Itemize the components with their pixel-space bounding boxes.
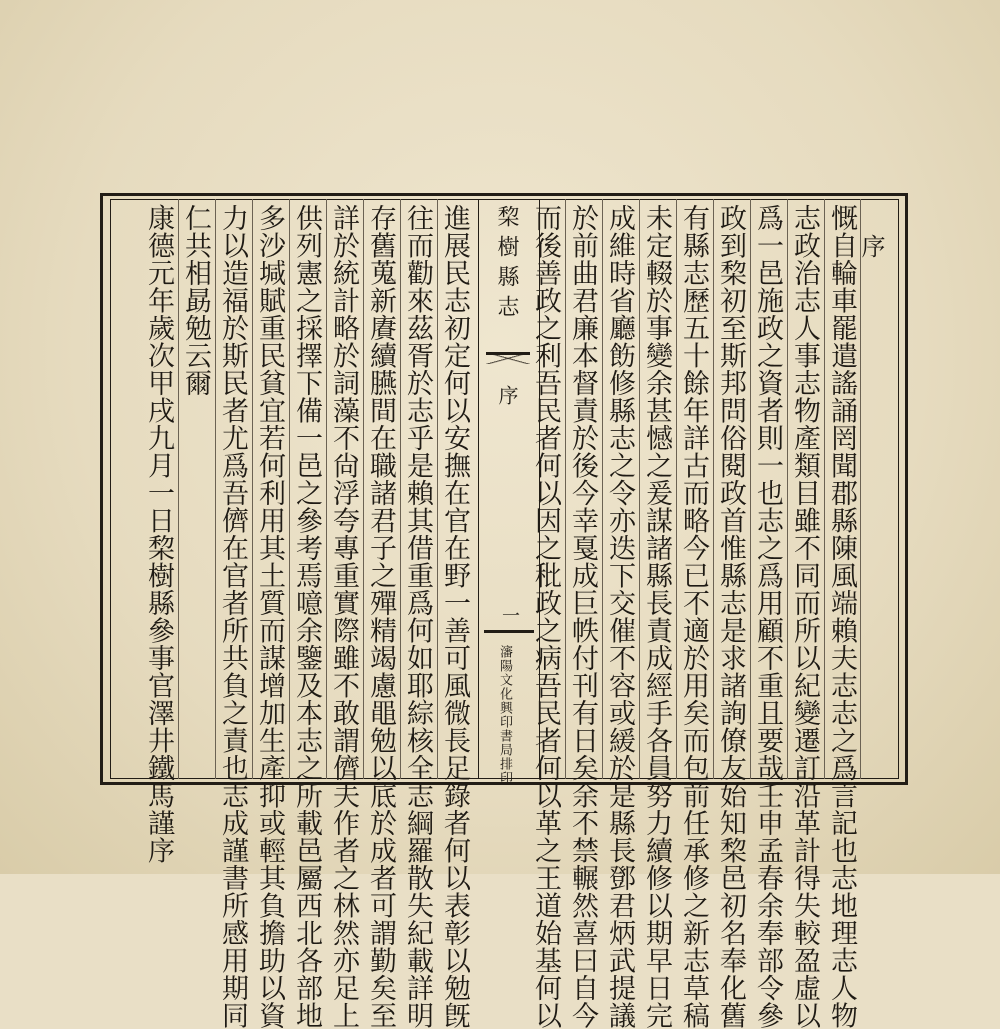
column-rule (713, 199, 714, 779)
preface-label: 序 (857, 234, 885, 258)
text-column: 慨自輪車罷遣謠誦罔聞郡縣陳風端賴夫志志之爲言記也志地理志人物 (826, 204, 857, 1029)
text-column: 多沙堿賦重民貧宜若何利用其土質而謀增加生產抑或輕其負擔助以資 (254, 204, 285, 1029)
column-rule (860, 199, 861, 779)
column-rule (326, 199, 327, 779)
column-rule (437, 199, 438, 779)
section-label: 序 (495, 385, 519, 405)
column-rule (252, 199, 253, 779)
text-column: 未定輟於事變余甚憾之爰謀諸縣長責成經手各員努力續修以期早日完 (641, 204, 672, 1029)
text-column: 於前曲君廉本督責於後今幸戛成巨帙付刊有日矣余不禁輾然喜曰自今 (567, 204, 598, 1029)
column-rule (363, 199, 364, 779)
text-column: 詳於統計略於詞藻不尙浮夸專重實際雖不敢謂儕夫作者之林然亦足上 (328, 204, 359, 1029)
text-column: 政到棃初至斯邦問俗閱政首惟縣志是求諸詢僚友始知棃邑初名奉化舊 (715, 204, 746, 1029)
column-rule (824, 199, 825, 779)
column-rule (215, 199, 216, 779)
text-column: 有縣志歷五十餘年詳古而略今已不適於用矣而包前任承修之新志草稿 (678, 204, 709, 1029)
column-rule (787, 199, 788, 779)
column-rule (289, 199, 290, 779)
column-rule (565, 199, 566, 779)
column-rule (178, 199, 179, 779)
fish-tail-mark (486, 352, 530, 377)
text-column: 力以造福於斯民者尤爲吾儕在官者所共負之責也志成謹書所感用期同 (217, 204, 248, 1029)
text-column: 仁共相勗勉云爾 (180, 204, 211, 397)
text-column: 進展民志初定何以安撫在官在野一善可風微長足錄者何以表彰以勉旣 (439, 204, 470, 1029)
text-column: 供列憲之採擇下備一邑之參考焉噫余鑒及本志之所載邑屬西北各部地 (291, 204, 322, 1029)
text-column: 志政治志人事志物產類目雖不同而所以紀變遷訂沿革計得失較盈虛以 (789, 204, 820, 1029)
page-mark (484, 630, 534, 633)
page-number: 一 (499, 606, 520, 624)
column-rule (602, 199, 603, 779)
book-title: 棃樹縣志 (494, 205, 519, 325)
text-column: 爲一邑施政之資者則一也志之爲用顧不重且要哉壬申孟春余奉部令參 (752, 204, 783, 1029)
printer-imprint: 瀋陽文化興印書局排印 (497, 645, 512, 785)
text-column: 而後善政之利吾民者何以因之秕政之病吾民者何以革之王道始基何以 (530, 204, 561, 1029)
column-rule (639, 199, 640, 779)
column-rule (676, 199, 677, 779)
column-rule (750, 199, 751, 779)
text-column: 成維時省廳飭修縣志之令亦迭下交催不容或緩於是縣長鄧君炳武提議 (604, 204, 635, 1029)
text-column: 存舊蒐新賡續臙間在職諸君子之殫精竭慮黽勉以底於成者可謂勤矣至 (365, 204, 396, 1029)
column-rule (400, 199, 401, 779)
text-column: 往而勸來茲胥於志乎是賴其借重爲何如耶綜核全志綱羅散失紀載詳明 (402, 204, 433, 1029)
text-column: 康德元年歲次甲戌九月一日棃樹縣參事官澤井鐵馬謹序 (143, 204, 174, 864)
